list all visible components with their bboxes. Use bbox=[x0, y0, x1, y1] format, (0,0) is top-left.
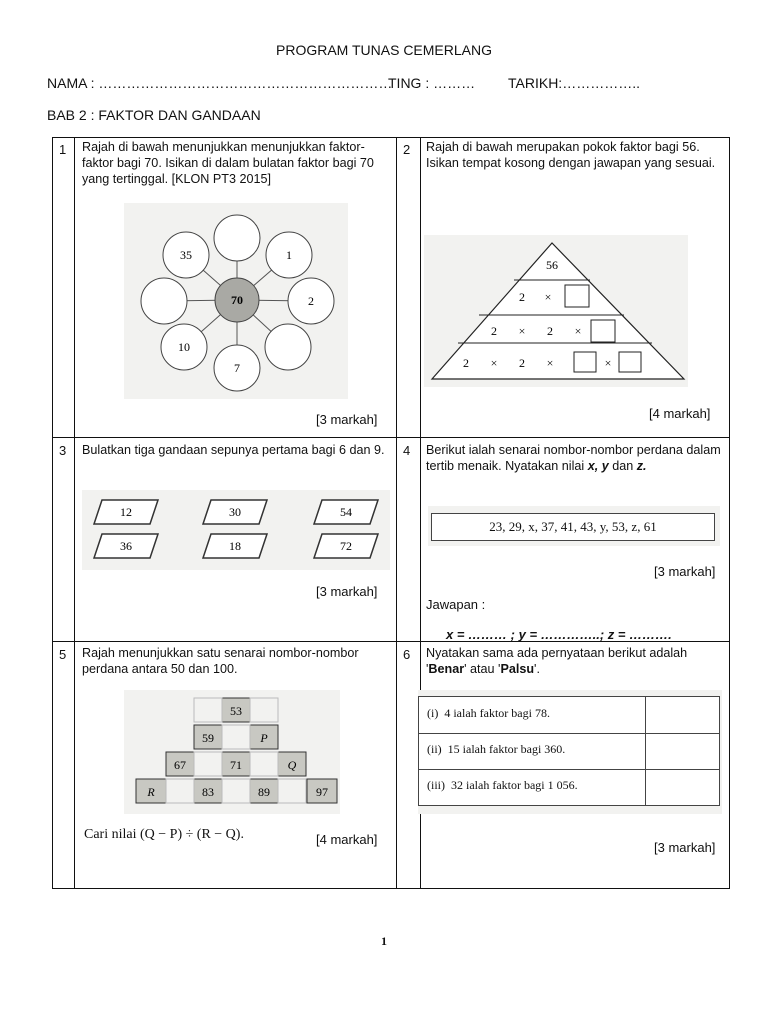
times-sign: × bbox=[604, 356, 612, 370]
question-text: Rajah di bawah menunjukkan menunjukkan faktor-faktor bagi 70. Isikan di dalam bulatan faktor bagi 70 yang tertinggal. [KLON PT3 2015] bbox=[82, 140, 374, 186]
pyramid-filler bbox=[194, 698, 222, 722]
formula-text: Cari nilai (Q − P) ÷ (R − Q). bbox=[84, 827, 244, 842]
box-value: 54 bbox=[340, 505, 352, 519]
statement-row-divider bbox=[419, 733, 719, 734]
page-number: 1 bbox=[381, 934, 387, 948]
ting-field: TING : ……… bbox=[388, 75, 476, 91]
answer-prompt: Jawapan : bbox=[426, 597, 486, 612]
question-text: Bulatkan tiga gandaan sepunya pertama bagi 6 dan 9. bbox=[82, 443, 385, 457]
pyramid-filler bbox=[222, 725, 250, 749]
times-sign: × bbox=[544, 290, 552, 304]
table-col-divider bbox=[74, 137, 75, 889]
statement-text: 4 ialah faktor bagi 78. bbox=[444, 706, 550, 720]
question-number: 3 bbox=[59, 443, 67, 458]
nama-field: NAMA : ……………………………………………………… bbox=[47, 75, 393, 91]
benar-word: Benar bbox=[428, 662, 465, 676]
marks-label: [3 markah] bbox=[316, 584, 378, 599]
tree-value: 2 bbox=[491, 324, 497, 338]
marks-label: [4 markah] bbox=[316, 832, 378, 847]
pyramid-filler bbox=[194, 752, 222, 776]
box-value: 36 bbox=[120, 539, 132, 553]
factor-circle bbox=[214, 215, 260, 261]
marks-label: [4 markah] bbox=[649, 406, 711, 421]
question-number: 1 bbox=[59, 142, 67, 157]
pyramid-value: R bbox=[147, 785, 155, 799]
tree-value: 2 bbox=[519, 356, 525, 370]
page-title: PROGRAM TUNAS CEMERLANG bbox=[276, 42, 492, 58]
pyramid-filler bbox=[250, 698, 278, 722]
factor-label: 1 bbox=[286, 248, 292, 262]
statement-row-divider bbox=[419, 769, 719, 770]
pyramid-value: 71 bbox=[230, 758, 242, 772]
center-label: 70 bbox=[231, 293, 243, 307]
pyramid-value: 83 bbox=[202, 785, 214, 799]
prime-sequence: 23, 29, x, 37, 41, 43, y, 53, z, 61 bbox=[431, 513, 715, 541]
question-text-part: Berikut ialah senarai nombor-nombor perdana dalam tertib menaik. Nyatakan nilai bbox=[426, 443, 721, 473]
answer-box bbox=[591, 320, 615, 342]
pyramid-filler bbox=[222, 779, 250, 803]
factor-circle bbox=[265, 324, 311, 370]
statement-row bbox=[427, 706, 550, 721]
box-value: 30 bbox=[229, 505, 241, 519]
pyramid-value: 67 bbox=[174, 758, 186, 772]
tree-value: 2 bbox=[519, 290, 525, 304]
answer-box bbox=[565, 285, 589, 307]
times-sign: × bbox=[518, 324, 526, 338]
pyramid-value: 53 bbox=[230, 704, 242, 718]
tree-value: 56 bbox=[546, 258, 558, 272]
factor-label: 7 bbox=[234, 361, 240, 375]
variable-names: x, y bbox=[587, 459, 609, 473]
times-sign: × bbox=[574, 324, 582, 338]
factor-label: 2 bbox=[308, 294, 314, 308]
table-border-top bbox=[52, 137, 730, 138]
answer-box bbox=[574, 352, 596, 372]
question-number: 2 bbox=[403, 142, 411, 157]
palsu-word: Palsu bbox=[500, 662, 535, 676]
times-sign: × bbox=[490, 356, 498, 370]
pyramid-filler bbox=[250, 752, 278, 776]
factor-label: 10 bbox=[178, 340, 190, 354]
question-text-part: ' atau ' bbox=[464, 662, 501, 676]
pyramid-filler bbox=[278, 779, 306, 803]
marks-label: [3 markah] bbox=[654, 840, 716, 855]
statement-text: 15 ialah faktor bagi 360. bbox=[447, 742, 566, 756]
question-text-part: dan bbox=[608, 459, 637, 473]
factor-tree-diagram bbox=[424, 235, 688, 387]
statement-row bbox=[427, 742, 565, 757]
statement-table bbox=[418, 696, 720, 806]
table-col-divider bbox=[396, 137, 397, 889]
chapter-title: BAB 2 : FAKTOR DAN GANDAAN bbox=[47, 107, 261, 123]
table-border-right bbox=[729, 137, 730, 889]
marks-label: [3 markah] bbox=[316, 412, 378, 427]
question-text: Rajah menunjukkan satu senarai nombor-nombor perdana antara 50 dan 100. bbox=[82, 646, 359, 676]
box-value: 72 bbox=[340, 539, 352, 553]
pyramid-value: P bbox=[260, 731, 268, 745]
box-value: 18 bbox=[229, 539, 241, 553]
box-value: 12 bbox=[120, 505, 132, 519]
variable-name: z. bbox=[636, 459, 647, 473]
roman-numeral: (i) bbox=[427, 706, 439, 720]
question-text: Rajah di bawah merupakan pokok faktor bagi 56. Isikan tempat kosong dengan jawapan yang sesuai. bbox=[426, 140, 716, 170]
table-border-bottom bbox=[52, 888, 730, 889]
multiples-boxes bbox=[82, 490, 390, 570]
question-text bbox=[426, 645, 724, 677]
factor-label: 35 bbox=[180, 248, 192, 262]
statement-col-divider bbox=[645, 697, 646, 805]
answer-box bbox=[619, 352, 641, 372]
roman-numeral: (ii) bbox=[427, 742, 442, 756]
pyramid-filler bbox=[166, 779, 194, 803]
tree-value: 2 bbox=[547, 324, 553, 338]
question-text bbox=[426, 442, 724, 474]
question-text-part: '. bbox=[534, 662, 540, 676]
times-sign: × bbox=[546, 356, 554, 370]
question-number: 5 bbox=[59, 647, 67, 662]
table-row-divider bbox=[52, 437, 730, 438]
marks-label: [3 markah] bbox=[654, 564, 716, 579]
question-text-part: Nyatakan sama ada pernyataan berikut adalah ' bbox=[426, 646, 688, 676]
pyramid-value: Q bbox=[287, 758, 297, 772]
roman-numeral: (iii) bbox=[427, 778, 445, 792]
question-number: 4 bbox=[403, 443, 411, 458]
tree-value: 2 bbox=[463, 356, 469, 370]
statement-text: 32 ialah faktor bagi 1 056. bbox=[451, 778, 578, 792]
factor-circle bbox=[141, 278, 187, 324]
tree-triangle bbox=[432, 243, 684, 379]
answer-line[interactable]: x = ……… ; y = …………..; z = ………. bbox=[446, 627, 672, 642]
pyramid-value: 59 bbox=[202, 731, 214, 745]
table-border-left bbox=[52, 137, 53, 889]
tarikh-field: TARIKH:…………….. bbox=[508, 75, 640, 91]
pyramid-value: 97 bbox=[316, 785, 328, 799]
question-number: 6 bbox=[403, 647, 411, 662]
statement-row bbox=[427, 778, 578, 793]
pyramid-value: 89 bbox=[258, 785, 270, 799]
factor-circle-diagram bbox=[124, 203, 348, 399]
prime-pyramid bbox=[124, 690, 340, 814]
